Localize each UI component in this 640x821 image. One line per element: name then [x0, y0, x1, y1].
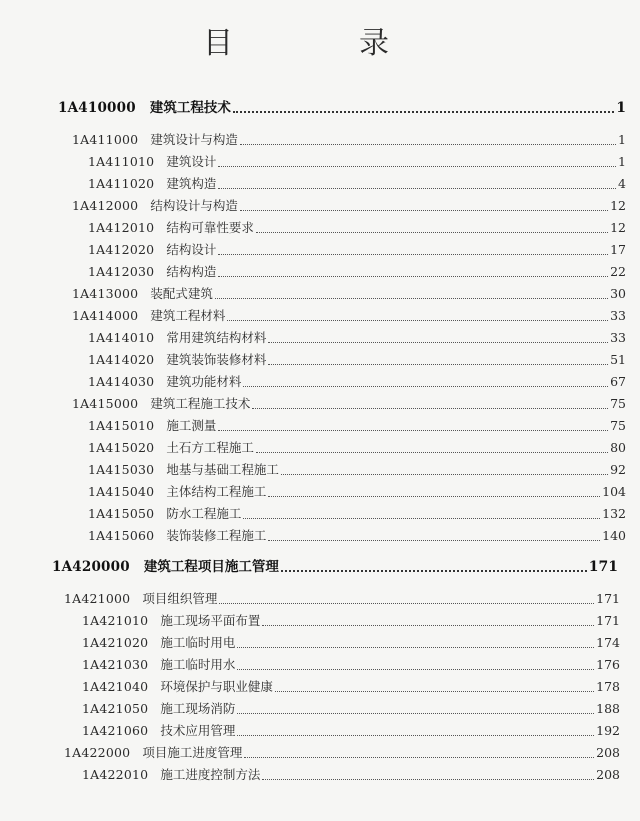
toc-entry-row[interactable] [82, 655, 620, 673]
toc-title: 建筑工程技术 [149, 100, 231, 116]
toc-code: 1A421020 [82, 635, 149, 650]
toc-code: 1A411000 [72, 132, 139, 147]
toc-entry-row[interactable] [82, 721, 620, 739]
toc-code: 1A421040 [82, 679, 149, 694]
dot-leader [218, 188, 616, 189]
toc-code: 1A415050 [88, 506, 155, 521]
toc-section-row[interactable] [72, 196, 626, 214]
toc-title: 施工临时用电 [160, 635, 236, 650]
toc-title: 施工进度控制方法 [160, 767, 261, 782]
toc-title: 施工现场消防 [160, 701, 236, 716]
toc-page-number: 92 [610, 462, 626, 477]
toc-code: 1A414020 [88, 352, 155, 367]
toc-page-number: 12 [610, 220, 626, 235]
toc-chapter-row[interactable] [52, 555, 618, 575]
dot-leader [218, 166, 616, 167]
toc-entry-row[interactable] [82, 765, 620, 783]
toc-title: 建筑工程施工技术 [150, 396, 251, 411]
toc-section-row[interactable] [72, 284, 626, 302]
toc-entry-row[interactable] [88, 482, 626, 500]
toc-page-number: 4 [618, 176, 626, 191]
toc-title: 建筑工程材料 [150, 308, 226, 323]
toc-code: 1A414030 [88, 374, 155, 389]
dot-leader [237, 647, 594, 648]
toc-code: 1A413000 [72, 286, 139, 301]
toc-page-number: 174 [596, 635, 620, 650]
dot-leader [219, 603, 594, 604]
toc-page-number: 171 [588, 559, 618, 575]
dot-leader [233, 111, 614, 113]
toc-title: 防水工程施工 [166, 506, 242, 521]
dot-leader [256, 452, 608, 453]
dot-leader [256, 232, 608, 233]
toc-entry-row[interactable] [88, 240, 626, 258]
toc-title: 结构设计 [166, 242, 217, 257]
toc-title: 建筑功能材料 [166, 374, 242, 389]
toc-page-number: 33 [610, 308, 626, 323]
dot-leader [281, 474, 608, 475]
toc-code: 1A411020 [88, 176, 155, 191]
toc-entry-row[interactable] [82, 611, 620, 629]
toc-code: 1A414000 [72, 308, 139, 323]
toc-entry-row[interactable] [88, 460, 626, 478]
toc-page-number: 75 [610, 418, 626, 433]
dot-leader [268, 540, 600, 541]
toc-title: 装饰装修工程施工 [166, 528, 267, 543]
toc-page-number: 140 [602, 528, 626, 543]
dot-leader [240, 210, 608, 211]
toc-page-number: 171 [596, 613, 620, 628]
toc-page-number: 22 [610, 264, 626, 279]
dot-leader [281, 570, 587, 572]
toc-page-number: 30 [610, 286, 626, 301]
toc-code: 1A420000 [52, 559, 130, 575]
dot-leader [252, 408, 608, 409]
dot-leader [262, 779, 594, 780]
toc-title: 地基与基础工程施工 [166, 462, 279, 477]
toc-page-number: 192 [596, 723, 620, 738]
dot-leader [243, 518, 600, 519]
toc-page-number: 171 [596, 591, 620, 606]
toc-page-number: 51 [610, 352, 626, 367]
page-title: 目 录 [203, 26, 437, 61]
toc-title: 建筑设计与构造 [150, 132, 238, 147]
toc-code: 1A421010 [82, 613, 149, 628]
toc-entry-row[interactable] [88, 372, 626, 390]
toc-title: 土石方工程施工 [166, 440, 254, 455]
toc-code: 1A422000 [64, 745, 131, 760]
toc-code: 1A412010 [88, 220, 155, 235]
toc-chapter-row[interactable] [58, 96, 626, 116]
toc-entry-row[interactable] [88, 328, 626, 346]
toc-title: 建筑设计 [166, 154, 217, 169]
toc-code: 1A411010 [88, 154, 155, 169]
toc-entry-row[interactable] [88, 416, 626, 434]
toc-title: 技术应用管理 [160, 723, 236, 738]
toc-page-number: 12 [610, 198, 626, 213]
toc-code: 1A421050 [82, 701, 149, 716]
toc-code: 1A421030 [82, 657, 149, 672]
toc-code: 1A421000 [64, 591, 131, 606]
toc-entry-row[interactable] [88, 218, 626, 236]
toc-entry-row[interactable] [82, 699, 620, 717]
toc-title: 施工现场平面布置 [160, 613, 261, 628]
dot-leader [268, 342, 608, 343]
toc-page-number: 208 [596, 767, 620, 782]
toc-page-number: 178 [596, 679, 620, 694]
toc-entry-row[interactable] [82, 677, 620, 695]
toc-title: 建筑构造 [166, 176, 217, 191]
dot-leader [218, 276, 608, 277]
toc-entry-row[interactable] [88, 438, 626, 456]
dot-leader [237, 669, 594, 670]
toc-page-number: 132 [602, 506, 626, 521]
toc-page-number: 104 [602, 484, 626, 499]
toc-code: 1A412030 [88, 264, 155, 279]
toc-page-number: 208 [596, 745, 620, 760]
toc-title: 建筑工程项目施工管理 [143, 559, 279, 575]
toc-title: 结构构造 [166, 264, 217, 279]
dot-leader [262, 625, 594, 626]
toc-code: 1A415040 [88, 484, 155, 499]
dot-leader [275, 691, 594, 692]
toc-section-row[interactable] [64, 743, 620, 761]
toc-code: 1A412000 [72, 198, 139, 213]
toc-page-number: 1 [616, 100, 626, 116]
dot-leader [268, 496, 600, 497]
toc-code: 1A415060 [88, 528, 155, 543]
toc-title: 结构设计与构造 [150, 198, 238, 213]
toc-code: 1A422010 [82, 767, 149, 782]
toc-title: 环境保护与职业健康 [160, 679, 273, 694]
dot-leader [237, 713, 594, 714]
dot-leader [215, 298, 608, 299]
toc-section-row[interactable] [72, 394, 626, 412]
toc-page-number: 80 [610, 440, 626, 455]
toc-page-number: 188 [596, 701, 620, 716]
dot-leader [243, 386, 608, 387]
dot-leader [244, 757, 594, 758]
dot-leader [218, 430, 608, 431]
toc-page-number: 75 [610, 396, 626, 411]
toc-entry-row[interactable] [88, 262, 626, 280]
toc-page-number: 1 [618, 132, 626, 147]
toc-section-row[interactable] [64, 589, 620, 607]
toc-code: 1A415010 [88, 418, 155, 433]
toc-entry-row[interactable] [88, 504, 626, 522]
toc-code: 1A414010 [88, 330, 155, 345]
toc-code: 1A415030 [88, 462, 155, 477]
toc-title: 项目组织管理 [142, 591, 218, 606]
toc-title: 项目施工进度管理 [142, 745, 243, 760]
toc-code: 1A412020 [88, 242, 155, 257]
toc-entry-row[interactable] [88, 350, 626, 368]
dot-leader [268, 364, 608, 365]
dot-leader [227, 320, 608, 321]
toc-section-row[interactable] [72, 306, 626, 324]
toc-code: 1A415000 [72, 396, 139, 411]
toc-title: 施工测量 [166, 418, 217, 433]
toc-code: 1A415020 [88, 440, 155, 455]
toc-page-number: 1 [618, 154, 626, 169]
toc-entry-row[interactable] [88, 526, 626, 544]
toc-title: 常用建筑结构材料 [166, 330, 267, 345]
toc-section-row[interactable] [72, 130, 626, 148]
toc-page-number: 67 [610, 374, 626, 389]
toc-entry-row[interactable] [82, 633, 620, 651]
toc-page-number: 33 [610, 330, 626, 345]
toc-page-number: 176 [596, 657, 620, 672]
toc-title: 施工临时用水 [160, 657, 236, 672]
toc-page-number: 17 [610, 242, 626, 257]
toc-code: 1A421060 [82, 723, 149, 738]
toc-title: 结构可靠性要求 [166, 220, 254, 235]
dot-leader [237, 735, 594, 736]
toc-code: 1A410000 [58, 100, 136, 116]
toc-title: 建筑装饰装修材料 [166, 352, 267, 367]
toc-entry-row[interactable] [88, 174, 626, 192]
dot-leader [218, 254, 608, 255]
toc-title: 装配式建筑 [150, 286, 213, 301]
toc-entry-row[interactable] [88, 152, 626, 170]
toc-title: 主体结构工程施工 [166, 484, 267, 499]
dot-leader [240, 144, 616, 145]
